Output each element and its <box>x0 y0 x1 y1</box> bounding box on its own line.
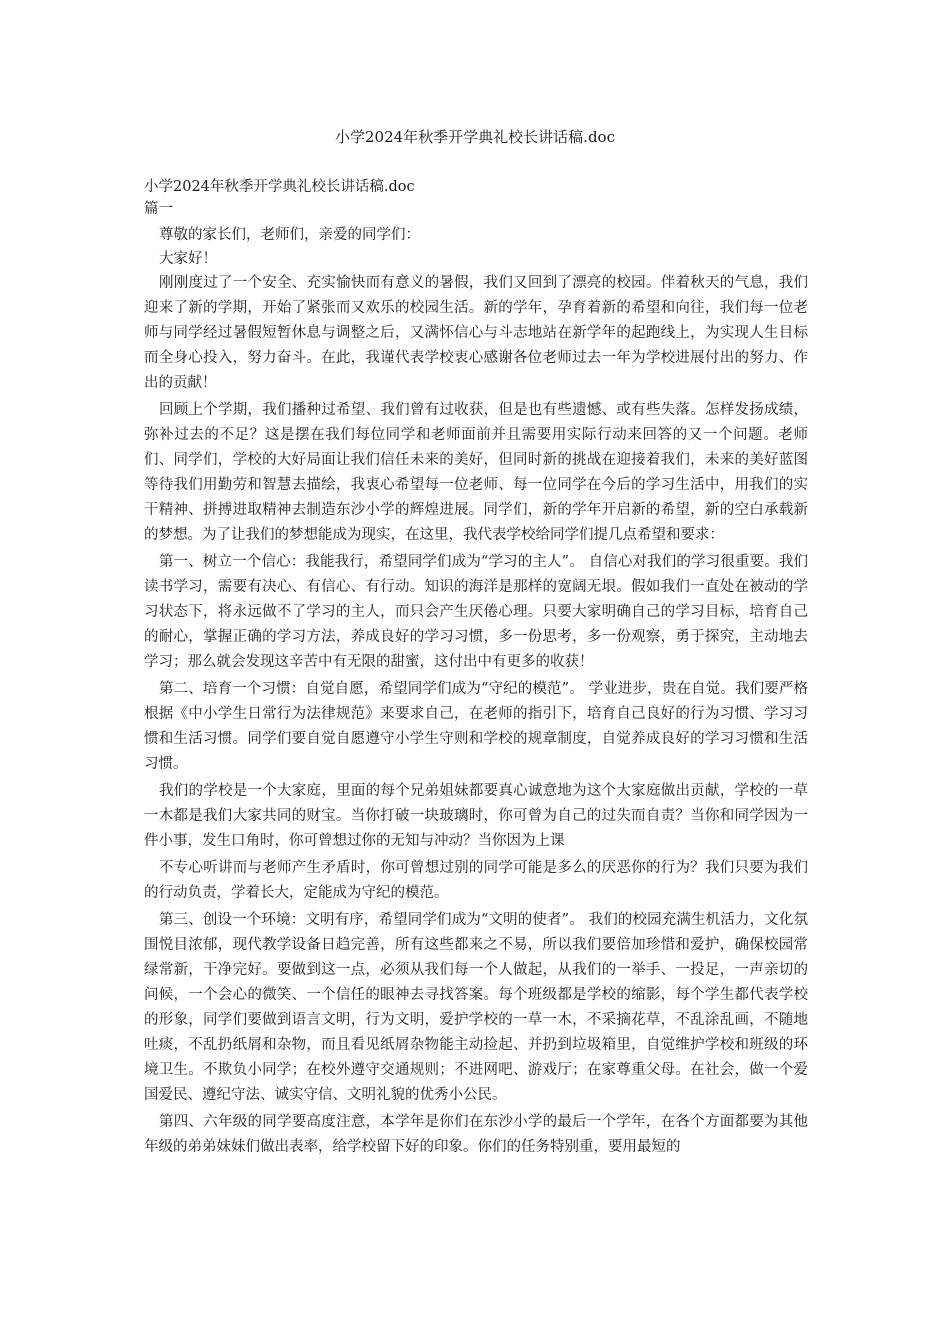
paragraph-3: 第一、树立一个信心：我能我行，希望同学们成为“学习的主人”。 自信心对我们的学习很重要。我们读书学习，需要有决心、有信心、有行动。知识的海洋是那样的宽阔无垠。假如我们一直处在被动的学习状态下，将永远做不了学习的主人，而只会产生厌倦心理。只要大家明确自己的学习目标，培育自己的耐心，掌握正确的学习方法，养成良好的学习习惯，多一份思考，多一份观察，勇于探究，主动地去学习；那么就会发现这辛苦中有无限的甜蜜，这付出中有更多的收获！ <box>144 554 808 670</box>
paragraph-7: 第三、创设一个环境：文明有序，希望同学们成为“文明的使者”。 我们的校园充满生机活力，文化氛围悦目浓郁，现代教学设备日趋完善，所有这些都来之不易，所以我们要倍加珍惜和爱护，确保校园常绿常新，干净完好。要做到这一点，必须从我们每一个人做起，从我们的一举手、一投足，一声亲切的问候，一个会心的微笑、一个信任的眼神去寻找答案。每个班级都是学校的缩影，每个学生都代表学校的形象，同学们要做到语言文明，行为文明，爱护学校的一草一木，不采摘花草，不乱涂乱画，不随地吐痰，不乱扔纸屑和杂物，而且看见纸屑杂物能主动捡起、并扔到垃圾箱里，自觉维护学校和班级的环境卫生。不欺负小同学；在校外遵守交通规则；不进网吧、游戏厅；在家尊重父母。在社会，做一个爱国爱民、遵纪守法、诚实守信、文明礼貌的优秀小公民。 <box>144 912 808 1103</box>
salutation: 尊敬的家长们，老师们，亲爱的同学们： <box>159 227 420 243</box>
paragraph-5: 我们的学校是一个大家庭，里面的每个兄弟姐妹都要真心诚意地为这个大家庭做出贡献，学校的一草一木都是我们大家共同的财宝。当你打破一块玻璃时，你可曾为自己的过失而自责？当你和同学因为一件小事，发生口角时，你可曾想过你的无知与冲动？当你因为上课 <box>144 783 808 849</box>
paragraph-2: 回顾上个学期，我们播种过希望、我们曾有过收获，但是也有些遗憾、或有些失落。怎样发扬成绩，弥补过去的不足？这是摆在我们每位同学和老师面前并且需要用实际行动来回答的又一个问题。老师们、同学们，学校的大好局面让我们信任未来的美好，但同时新的挑战在迎接着我们，未来的美好蓝图等待我们用勤劳和智慧去描绘，我衷心希望每一位老师、每一位同学在今后的学习生活中，用我们的实干精神、拼搏进取精神去制造东沙小学的辉煌进展。同学们，新的学年开启新的希望，新的空白承载新的梦想。为了让我们的梦想能成为现实，在这里，我代表学校给同学们提几点希望和要求： <box>144 402 808 543</box>
document-subtitle: 小学2024年秋季开学典礼校长讲话稿.doc <box>144 179 415 195</box>
greeting: 大家好！ <box>159 251 217 267</box>
document-title: 小学2024年秋季开学典礼校长讲话稿.doc <box>335 128 615 146</box>
paragraph-1: 刚刚度过了一个安全、充实愉快而有意义的暑假，我们又回到了漂亮的校园。伴着秋天的气息，我们迎来了新的学期，开始了紧张而又欢乐的校园生活。新的学年，孕育着新的希望和向往，我们每一位老师与同学经过暑假短暂休息与调整之后，又满怀信心与斗志地站在新学年的起跑线上，为实现人生目标而全身心投入，努力奋斗。在此，我谨代表学校衷心感谢各位老师过去一年为学校进展付出的努力、作出的贡献！ <box>144 275 808 391</box>
document-body <box>144 176 808 1160</box>
paragraph-6: 不专心听讲而与老师产生矛盾时，你可曾想过别的同学可能是多么的厌恶你的行为？我们只要为我们的行动负责，学着长大，定能成为守纪的模范。 <box>144 860 808 901</box>
section-label: 篇一 <box>144 201 173 217</box>
paragraph-8: 第四、六年级的同学要高度注意，本学年是你们在东沙小学的最后一个学年，在各个方面都要为其他年级的弟弟妹妹们做出表率，给学校留下好的印象。你们的任务特别重，要用最短的 <box>144 1114 808 1155</box>
paragraph-4: 第二、培育一个习惯：自觉自愿，希望同学们成为“守纪的模范”。 学业进步，贵在自觉。我们要严格根据《中小学生日常行为法律规范》来要求自己，在老师的指引下，培育自己良好的行为习惯、学习习惯和生活习惯。同学们要自觉自愿遵守小学生守则和学校的规章制度，自觉养成良好的学习习惯和生活习惯。 <box>144 681 808 772</box>
